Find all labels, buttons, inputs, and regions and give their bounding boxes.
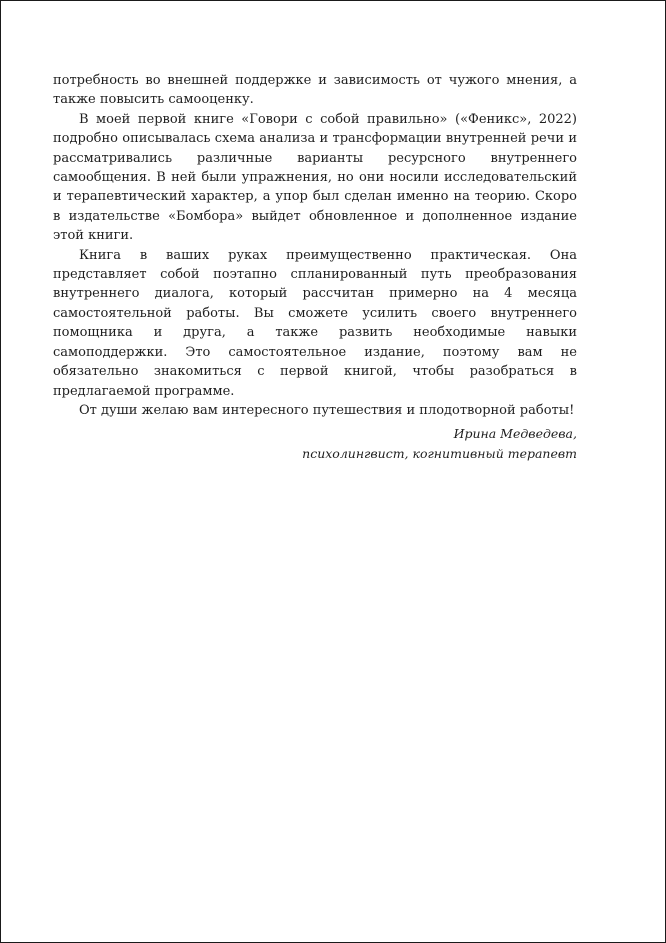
- author-title: психолингвист, когнитивный терапевт: [302, 445, 577, 461]
- author-signature: [53, 424, 577, 463]
- paragraph-closing-wish: От души желаю вам интересного путешествия и плодотворной работы!: [79, 402, 575, 418]
- paragraph-continuation: потребность во внешней поддержке и зависимость от чужого мнения, а также повысить самооценку.: [53, 73, 577, 108]
- author-name: Ирина Медведева,: [453, 426, 577, 442]
- body-text: [53, 71, 577, 463]
- paragraph-first-book: В моей первой книге «Говори с собой правильно» («Феникс», 2022) подробно описывалась схема анализа и трансформации внутренней речи и рассматривались различные варианты ресурсного внутреннего самообщения. В ней были упражнения, но они носили исследовательский и терапевтический характер, а упор был сделан именно на теорию. Скоро в издательстве «Бомбора» выйдет обновленное и дополненное издание этой книги.: [53, 111, 577, 244]
- paragraph-practical-book: Книга в ваших руках преимущественно практическая. Она представляет собой поэтапно спланированный путь преобразования внутреннего диалога, который рассчитан примерно на 4 месяца самостоятельной работы. Вы сможете усилить своего внутреннего помощника и друга, а также развить необходимые навыки самоподдержки. Это самостоятельное издание, поэтому вам не обязательно знакомиться с первой книгой, чтобы разобраться в предлагаемой программе.: [53, 247, 577, 399]
